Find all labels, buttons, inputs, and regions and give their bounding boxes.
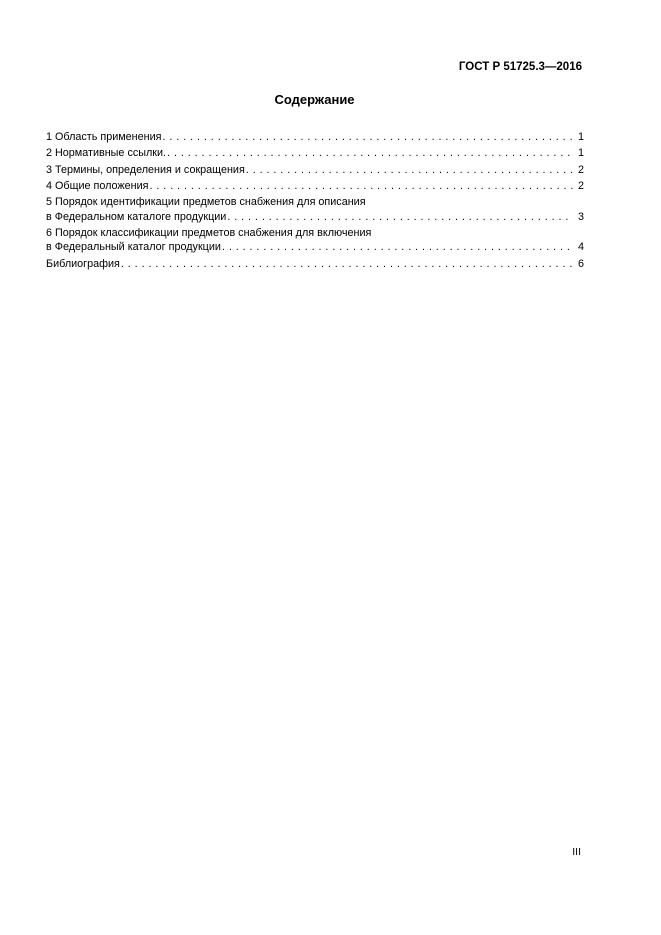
toc-entry[interactable] [46,226,584,255]
toc-title: Содержание [274,92,355,107]
table-of-contents [46,130,584,273]
toc-entry-text-continued: в Федеральном каталоге продукции [46,210,227,223]
dot-leader [222,240,573,255]
toc-entry-page: 6 [577,257,584,270]
toc-entry-text: 3 Термины, определения и сокращения [46,163,245,176]
dot-leader [150,179,574,194]
dot-leader [227,210,573,225]
toc-entry-page: 2 [577,163,584,176]
toc-entry[interactable] [46,146,584,161]
toc-entry-text: 6 Порядок классификации предметов снабжения для включения [46,226,372,239]
dot-leader [121,257,573,272]
toc-entry-page: 4 [577,241,584,254]
toc-entry[interactable] [46,179,584,194]
toc-entry-page: 1 [577,147,584,160]
toc-entry[interactable] [46,130,584,145]
toc-entry-text: 4 Общие положения [46,179,149,192]
toc-entry-text-continued: в Федеральный каталог продукции [46,241,221,254]
toc-entry-text: 5 Порядок идентификации предметов снабжения для описания [46,196,366,209]
dot-leader [163,130,574,145]
toc-entry[interactable] [46,195,584,224]
dot-leader [167,146,573,161]
dot-leader [246,163,573,178]
toc-entry-text: 1 Область применения [46,131,162,143]
toc-entry-page: 3 [577,210,584,223]
toc-entry[interactable] [46,257,584,272]
page-number: III [572,846,581,858]
toc-entry[interactable] [46,163,584,178]
standard-code: ГОСТ Р 51725.3—2016 [458,61,582,73]
toc-entry-page: 1 [577,131,584,143]
toc-entry-page: 2 [577,179,584,192]
toc-entry-text: Библиография [46,257,120,270]
toc-entry-text: 2 Нормативные ссылки. [46,147,167,160]
